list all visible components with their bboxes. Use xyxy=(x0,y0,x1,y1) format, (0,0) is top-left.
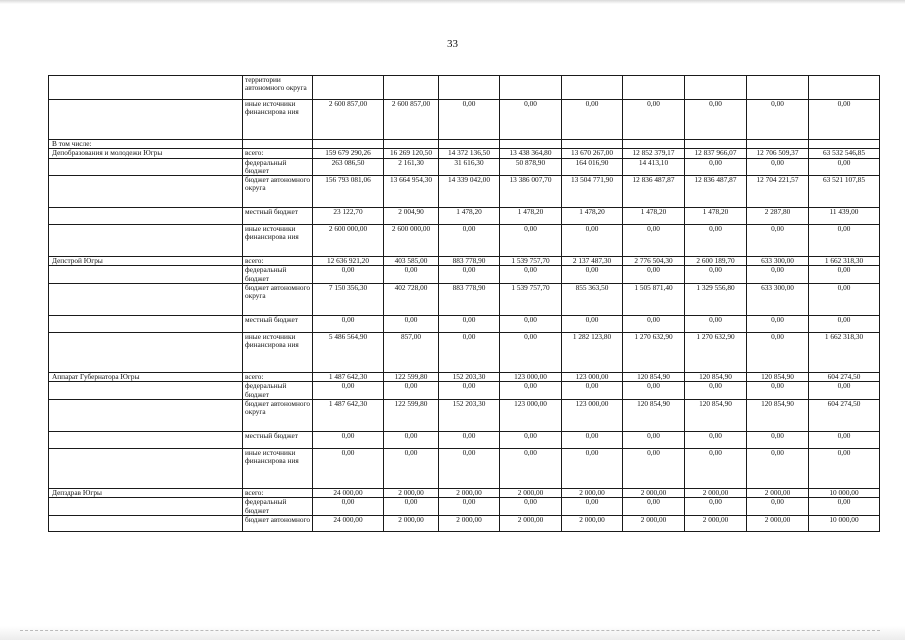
amount-cell: 0,00 xyxy=(439,266,500,284)
amount-cell: 0,00 xyxy=(809,284,880,316)
funding-source-cell: местный бюджет xyxy=(243,316,313,333)
amount-cell: 1 539 757,70 xyxy=(500,257,562,266)
amount-cell: 7 150 356,30 xyxy=(313,284,384,316)
table-row xyxy=(49,266,880,284)
amount-cell: 0,00 xyxy=(809,431,880,448)
amount-cell: 0,00 xyxy=(439,100,500,140)
amount-cell: 14 413,10 xyxy=(623,158,685,176)
table-row xyxy=(49,284,880,316)
amount-cell xyxy=(809,76,880,100)
funding-source-cell: бюджет автономного округа xyxy=(243,399,313,431)
amount-cell: 5 486 564,90 xyxy=(313,333,384,373)
table-row xyxy=(49,382,880,400)
funding-source-cell: бюджет автономного xyxy=(243,515,313,531)
funding-source-cell: всего: xyxy=(243,488,313,497)
amount-cell: 1 662 318,30 xyxy=(809,257,880,266)
scan-edge-bottom xyxy=(0,626,905,640)
amount-cell: 0,00 xyxy=(809,448,880,488)
amount-cell xyxy=(685,76,747,100)
amount-cell: 0,00 xyxy=(384,498,439,516)
amount-cell xyxy=(439,140,500,149)
amount-cell: 2 000,00 xyxy=(747,515,809,531)
amount-cell: 120 854,90 xyxy=(747,399,809,431)
amount-cell: 0,00 xyxy=(562,100,623,140)
amount-cell: 883 778,90 xyxy=(439,257,500,266)
amount-cell: 120 854,90 xyxy=(623,373,685,382)
amount-cell: 1 478,20 xyxy=(500,208,562,225)
amount-cell: 263 086,50 xyxy=(313,158,384,176)
amount-cell: 0,00 xyxy=(439,448,500,488)
amount-cell xyxy=(685,140,747,149)
amount-cell: 0,00 xyxy=(384,316,439,333)
amount-cell: 152 203,30 xyxy=(439,399,500,431)
funding-source-cell: иные источники финансирова ния xyxy=(243,448,313,488)
amount-cell: 2 776 504,30 xyxy=(623,257,685,266)
amount-cell: 0,00 xyxy=(562,382,623,400)
table-row xyxy=(49,448,880,488)
amount-cell: 0,00 xyxy=(500,333,562,373)
funding-source-cell: всего: xyxy=(243,373,313,382)
amount-cell: 0,00 xyxy=(747,448,809,488)
table-row xyxy=(49,333,880,373)
amount-cell: 0,00 xyxy=(623,448,685,488)
organization-cell: Депстрой Югры xyxy=(49,257,243,266)
amount-cell: 2 000,00 xyxy=(562,488,623,497)
amount-cell: 156 793 081,06 xyxy=(313,176,384,208)
amount-cell: 123 000,00 xyxy=(500,399,562,431)
amount-cell xyxy=(313,76,384,100)
amount-cell: 31 616,30 xyxy=(439,158,500,176)
funding-source-cell: бюджет автономного округа xyxy=(243,176,313,208)
amount-cell: 0,00 xyxy=(500,266,562,284)
organization-cell xyxy=(49,225,243,257)
amount-cell: 0,00 xyxy=(747,266,809,284)
amount-cell: 1 662 318,30 xyxy=(809,333,880,373)
amount-cell: 2 000,00 xyxy=(500,515,562,531)
table-body xyxy=(49,76,880,532)
amount-cell xyxy=(747,76,809,100)
funding-source-cell: иные источники финансирова ния xyxy=(243,100,313,140)
amount-cell: 0,00 xyxy=(439,225,500,257)
amount-cell: 0,00 xyxy=(623,100,685,140)
organization-cell xyxy=(49,316,243,333)
organization-cell xyxy=(49,176,243,208)
organization-cell: В том числе: xyxy=(49,140,243,149)
amount-cell: 14 372 136,50 xyxy=(439,149,500,158)
organization-cell: Депздрав Югры xyxy=(49,488,243,497)
amount-cell: 123 000,00 xyxy=(500,373,562,382)
amount-cell xyxy=(562,140,623,149)
amount-cell: 1 282 123,80 xyxy=(562,333,623,373)
organization-cell xyxy=(49,284,243,316)
organization-cell xyxy=(49,515,243,531)
amount-cell: 159 679 290,26 xyxy=(313,149,384,158)
amount-cell: 12 706 509,37 xyxy=(747,149,809,158)
amount-cell: 403 585,00 xyxy=(384,257,439,266)
amount-cell: 0,00 xyxy=(500,448,562,488)
amount-cell: 2 137 487,30 xyxy=(562,257,623,266)
amount-cell: 2 000,00 xyxy=(623,488,685,497)
amount-cell: 11 439,00 xyxy=(809,208,880,225)
funding-source-cell xyxy=(243,140,313,149)
table-row xyxy=(49,149,880,158)
amount-cell xyxy=(747,140,809,149)
table-row xyxy=(49,176,880,208)
amount-cell: 63 532 546,85 xyxy=(809,149,880,158)
amount-cell: 633 300,00 xyxy=(747,257,809,266)
amount-cell: 0,00 xyxy=(439,333,500,373)
amount-cell: 12 836 487,87 xyxy=(685,176,747,208)
amount-cell: 2 287,80 xyxy=(747,208,809,225)
amount-cell: 13 670 267,00 xyxy=(562,149,623,158)
amount-cell: 16 269 120,50 xyxy=(384,149,439,158)
amount-cell: 883 778,90 xyxy=(439,284,500,316)
funding-table xyxy=(48,75,880,532)
organization-cell: Аппарат Губернатора Югры xyxy=(49,373,243,382)
amount-cell: 2 000,00 xyxy=(500,488,562,497)
table-row xyxy=(49,373,880,382)
funding-source-cell: федеральный бюджет xyxy=(243,158,313,176)
table-row xyxy=(49,498,880,516)
amount-cell: 12 704 221,57 xyxy=(747,176,809,208)
amount-cell: 0,00 xyxy=(313,498,384,516)
organization-cell xyxy=(49,76,243,100)
amount-cell: 0,00 xyxy=(623,382,685,400)
amount-cell: 1 487 642,30 xyxy=(313,373,384,382)
amount-cell: 0,00 xyxy=(313,448,384,488)
amount-cell: 0,00 xyxy=(562,266,623,284)
amount-cell: 0,00 xyxy=(747,431,809,448)
amount-cell: 13 664 954,30 xyxy=(384,176,439,208)
amount-cell: 13 438 364,80 xyxy=(500,149,562,158)
amount-cell: 2 000,00 xyxy=(439,488,500,497)
amount-cell: 2 600 189,70 xyxy=(685,257,747,266)
amount-cell xyxy=(623,140,685,149)
table-row xyxy=(49,208,880,225)
amount-cell xyxy=(313,140,384,149)
amount-cell: 122 599,80 xyxy=(384,373,439,382)
scan-edge-top xyxy=(0,0,905,4)
amount-cell: 0,00 xyxy=(809,158,880,176)
amount-cell: 164 016,90 xyxy=(562,158,623,176)
table-row xyxy=(49,316,880,333)
amount-cell: 2 000,00 xyxy=(685,515,747,531)
amount-cell: 1 505 871,40 xyxy=(623,284,685,316)
amount-cell xyxy=(809,140,880,149)
amount-cell xyxy=(562,76,623,100)
organization-cell xyxy=(49,431,243,448)
table-row xyxy=(49,431,880,448)
amount-cell: 0,00 xyxy=(809,382,880,400)
amount-cell: 1 478,20 xyxy=(562,208,623,225)
amount-cell: 0,00 xyxy=(685,316,747,333)
organization-cell xyxy=(49,100,243,140)
amount-cell: 2 600 000,00 xyxy=(384,225,439,257)
amount-cell: 0,00 xyxy=(313,382,384,400)
amount-cell: 0,00 xyxy=(685,431,747,448)
amount-cell xyxy=(500,76,562,100)
amount-cell: 1 539 757,70 xyxy=(500,284,562,316)
table-row xyxy=(49,257,880,266)
funding-source-cell: иные источники финансирова ния xyxy=(243,225,313,257)
amount-cell: 0,00 xyxy=(439,431,500,448)
amount-cell: 0,00 xyxy=(685,225,747,257)
amount-cell: 120 854,90 xyxy=(623,399,685,431)
amount-cell: 0,00 xyxy=(384,431,439,448)
amount-cell: 24 000,00 xyxy=(313,515,384,531)
organization-cell xyxy=(49,382,243,400)
amount-cell: 120 854,90 xyxy=(747,373,809,382)
funding-source-cell: местный бюджет xyxy=(243,431,313,448)
amount-cell: 10 000,00 xyxy=(809,515,880,531)
funding-source-cell: всего: xyxy=(243,149,313,158)
amount-cell: 0,00 xyxy=(685,266,747,284)
amount-cell: 1 487 642,30 xyxy=(313,399,384,431)
amount-cell: 857,00 xyxy=(384,333,439,373)
amount-cell: 12 837 966,07 xyxy=(685,149,747,158)
amount-cell: 0,00 xyxy=(747,158,809,176)
amount-cell: 2 600 857,00 xyxy=(313,100,384,140)
amount-cell xyxy=(623,76,685,100)
amount-cell: 0,00 xyxy=(439,316,500,333)
organization-cell xyxy=(49,333,243,373)
amount-cell: 0,00 xyxy=(562,225,623,257)
amount-cell: 0,00 xyxy=(809,225,880,257)
table-row xyxy=(49,140,880,149)
amount-cell: 2 000,00 xyxy=(384,488,439,497)
amount-cell xyxy=(439,76,500,100)
organization-cell xyxy=(49,158,243,176)
amount-cell: 10 000,00 xyxy=(809,488,880,497)
amount-cell: 1 478,20 xyxy=(685,208,747,225)
amount-cell: 0,00 xyxy=(685,382,747,400)
table-row xyxy=(49,399,880,431)
amount-cell: 0,00 xyxy=(747,333,809,373)
amount-cell: 0,00 xyxy=(809,498,880,516)
organization-cell xyxy=(49,266,243,284)
amount-cell: 2 000,00 xyxy=(562,515,623,531)
amount-cell: 12 636 921,20 xyxy=(313,257,384,266)
organization-cell xyxy=(49,448,243,488)
amount-cell: 2 000,00 xyxy=(623,515,685,531)
funding-source-cell: федеральный бюджет xyxy=(243,382,313,400)
amount-cell: 0,00 xyxy=(685,498,747,516)
page-number: 33 xyxy=(447,38,458,50)
amount-cell: 0,00 xyxy=(500,498,562,516)
amount-cell: 633 300,00 xyxy=(747,284,809,316)
amount-cell: 0,00 xyxy=(747,100,809,140)
amount-cell: 120 854,90 xyxy=(685,399,747,431)
funding-source-cell: местный бюджет xyxy=(243,208,313,225)
amount-cell: 0,00 xyxy=(562,431,623,448)
amount-cell: 1 478,20 xyxy=(623,208,685,225)
amount-cell: 2 000,00 xyxy=(439,515,500,531)
amount-cell: 2 004,90 xyxy=(384,208,439,225)
organization-cell: Депобразования и молодежи Югры xyxy=(49,149,243,158)
amount-cell: 0,00 xyxy=(623,266,685,284)
amount-cell: 12 852 379,17 xyxy=(623,149,685,158)
table-row xyxy=(49,100,880,140)
amount-cell: 123 000,00 xyxy=(562,399,623,431)
amount-cell: 1 329 556,80 xyxy=(685,284,747,316)
amount-cell: 0,00 xyxy=(313,266,384,284)
funding-source-cell: иные источники финансирова ния xyxy=(243,333,313,373)
amount-cell: 0,00 xyxy=(809,100,880,140)
organization-cell xyxy=(49,208,243,225)
funding-source-cell: бюджет автономного округа xyxy=(243,284,313,316)
amount-cell: 120 854,90 xyxy=(685,373,747,382)
amount-cell: 0,00 xyxy=(685,158,747,176)
amount-cell: 0,00 xyxy=(685,100,747,140)
amount-cell: 0,00 xyxy=(809,316,880,333)
funding-source-cell: территории автономного округа xyxy=(243,76,313,100)
amount-cell: 0,00 xyxy=(685,448,747,488)
table-row xyxy=(49,158,880,176)
amount-cell: 0,00 xyxy=(623,225,685,257)
funding-source-cell: федеральный бюджет xyxy=(243,266,313,284)
amount-cell: 13 386 007,70 xyxy=(500,176,562,208)
amount-cell: 0,00 xyxy=(313,316,384,333)
amount-cell: 604 274,50 xyxy=(809,373,880,382)
amount-cell: 12 836 487,87 xyxy=(623,176,685,208)
amount-cell: 0,00 xyxy=(500,100,562,140)
amount-cell: 122 599,80 xyxy=(384,399,439,431)
amount-cell: 0,00 xyxy=(313,431,384,448)
amount-cell: 50 878,90 xyxy=(500,158,562,176)
amount-cell: 855 363,50 xyxy=(562,284,623,316)
amount-cell: 0,00 xyxy=(500,225,562,257)
funding-source-cell: федеральный бюджет xyxy=(243,498,313,516)
amount-cell: 1 270 632,90 xyxy=(623,333,685,373)
organization-cell xyxy=(49,498,243,516)
amount-cell: 13 504 771,90 xyxy=(562,176,623,208)
amount-cell: 2 000,00 xyxy=(747,488,809,497)
amount-cell: 0,00 xyxy=(623,316,685,333)
amount-cell: 23 122,70 xyxy=(313,208,384,225)
amount-cell: 0,00 xyxy=(384,382,439,400)
funding-source-cell: всего: xyxy=(243,257,313,266)
table-row xyxy=(49,515,880,531)
amount-cell: 0,00 xyxy=(562,448,623,488)
amount-cell: 2 161,30 xyxy=(384,158,439,176)
amount-cell: 0,00 xyxy=(747,225,809,257)
amount-cell: 2 600 000,00 xyxy=(313,225,384,257)
amount-cell: 0,00 xyxy=(747,382,809,400)
amount-cell: 152 203,30 xyxy=(439,373,500,382)
amount-cell: 63 521 107,85 xyxy=(809,176,880,208)
amount-cell xyxy=(384,140,439,149)
amount-cell: 0,00 xyxy=(384,448,439,488)
amount-cell: 2 600 857,00 xyxy=(384,100,439,140)
scan-artifact-line xyxy=(20,630,880,631)
amount-cell: 14 339 042,00 xyxy=(439,176,500,208)
amount-cell: 0,00 xyxy=(747,498,809,516)
amount-cell: 2 000,00 xyxy=(384,515,439,531)
amount-cell: 123 000,00 xyxy=(562,373,623,382)
amount-cell xyxy=(384,76,439,100)
amount-cell: 604 274,50 xyxy=(809,399,880,431)
amount-cell: 24 000,00 xyxy=(313,488,384,497)
amount-cell: 0,00 xyxy=(500,316,562,333)
amount-cell: 0,00 xyxy=(623,431,685,448)
amount-cell: 0,00 xyxy=(623,498,685,516)
amount-cell: 0,00 xyxy=(562,498,623,516)
table-row xyxy=(49,76,880,100)
amount-cell: 0,00 xyxy=(809,266,880,284)
amount-cell: 0,00 xyxy=(500,382,562,400)
amount-cell: 1 270 632,90 xyxy=(685,333,747,373)
amount-cell: 1 478,20 xyxy=(439,208,500,225)
amount-cell: 0,00 xyxy=(439,382,500,400)
amount-cell: 0,00 xyxy=(747,316,809,333)
amount-cell: 0,00 xyxy=(384,266,439,284)
amount-cell: 0,00 xyxy=(439,498,500,516)
organization-cell xyxy=(49,399,243,431)
amount-cell: 0,00 xyxy=(562,316,623,333)
table-row xyxy=(49,488,880,497)
table-row xyxy=(49,225,880,257)
amount-cell: 402 728,00 xyxy=(384,284,439,316)
amount-cell xyxy=(500,140,562,149)
amount-cell: 0,00 xyxy=(500,431,562,448)
amount-cell: 2 000,00 xyxy=(685,488,747,497)
